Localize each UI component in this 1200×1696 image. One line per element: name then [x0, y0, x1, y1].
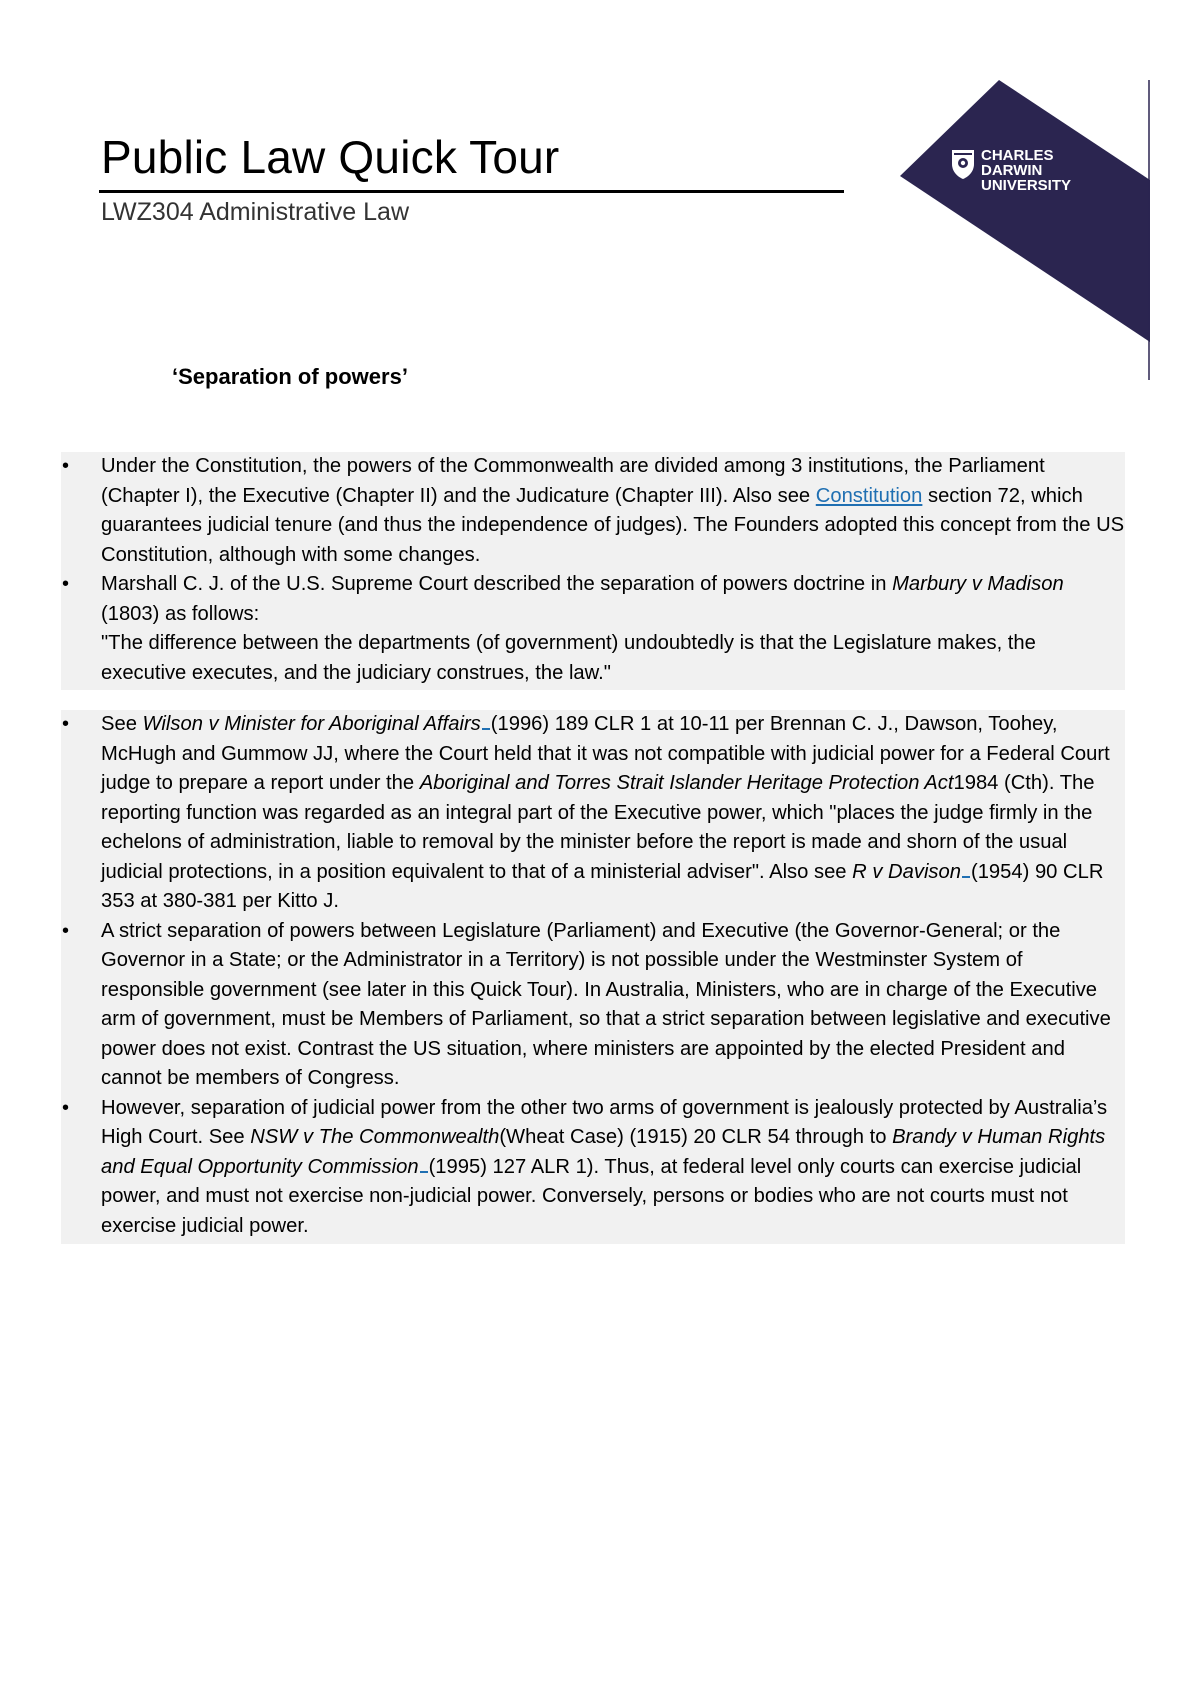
- logo-text-line1: CHARLES: [981, 147, 1054, 164]
- title-underline: [99, 190, 844, 193]
- logo-text-line3: UNIVERSITY: [981, 177, 1072, 194]
- content-block-2: [61, 710, 1125, 1244]
- section-heading: ‘Separation of powers’: [172, 364, 408, 389]
- bullet-wilson: • See Wilson v Minister for Aboriginal Affairs (1996) 189 CLR 1 at 10-11 per Brennan C. J., Dawson, Toohey, McHugh and Gummow JJ, where the Court held that it was not compatible with judicial power for a Federal Court judge to prepare a report under the Aboriginal and Torres Strait Islander Heritage Protection Act1984 (Cth). The reporting function was regarded as an integral part of the Executive power, which "places the judge firmly in the echelons of administration, liable to removal by the minister before the report is made and shorn of the usual judicial protections, in a position equivalent to that of a ministerial adviser". Also see R v Davison (1954) 90 CLR 353 at 380-381 per Kitto J.: [61, 710, 1125, 917]
- link-marker[interactable]: [482, 727, 490, 730]
- bullet-strict-separation: • A strict separation of powers between Legislature (Parliament) and Executive (the Governor-General; or the Governor in a State; or the Administrator in a Territory) is not possible under the Westminster System of responsible government (see later in this Quick Tour). In Australia, Ministers, who are in charge of the Executive arm of government, must be Members of Parliament, so that a strict separation between legislative and executive power does not exist. Contrast the US situation, where ministers are appointed by the elected President and cannot be members of Congress.: [61, 917, 1125, 1094]
- content-block-1: [61, 452, 1125, 690]
- charles-darwin-university-logo: [900, 80, 1150, 380]
- constitution-link[interactable]: Constitution: [815, 484, 923, 507]
- link-marker[interactable]: [420, 1170, 428, 1173]
- bullet-constitution: • Under the Constitution, the powers of the Commonwealth are divided among 3 institutions, the Parliament (Chapter I), the Executive (Chapter II) and the Judicature (Chapter III). Also see Constitution section 72, which guarantees judicial tenure (and thus the independence of judges). The Founders adopted this concept from the US Constitution, although with some changes.: [61, 452, 1125, 570]
- bullet-marbury: • Marshall C. J. of the U.S. Supreme Court described the separation of powers doctrine in Marbury v Madison (1803) as follows:: [61, 570, 1125, 629]
- link-marker[interactable]: [962, 875, 970, 878]
- document-title: Public Law Quick Tour: [101, 131, 560, 183]
- document-subtitle: LWZ304 Administrative Law: [101, 198, 409, 226]
- logo-text-line2: DARWIN: [981, 162, 1043, 179]
- marshall-quote: "The difference between the departments (of government) undoubtedly is that the Legislature makes, the executive executes, and the judiciary construes, the law.": [101, 632, 1036, 684]
- bullet-judicial-power: • However, separation of judicial power from the other two arms of government is jealously protected by Australia’s High Court. See NSW v The Commonwealth(Wheat Case) (1915) 20 CLR 54 through to Brandy v Human Rights and Equal Opportunity Commission (1995) 127 ALR 1). Thus, at federal level only courts can exercise judicial power, and must not exercise non-judicial power. Conversely, persons or bodies who are not courts must not exercise judicial power.: [61, 1094, 1125, 1242]
